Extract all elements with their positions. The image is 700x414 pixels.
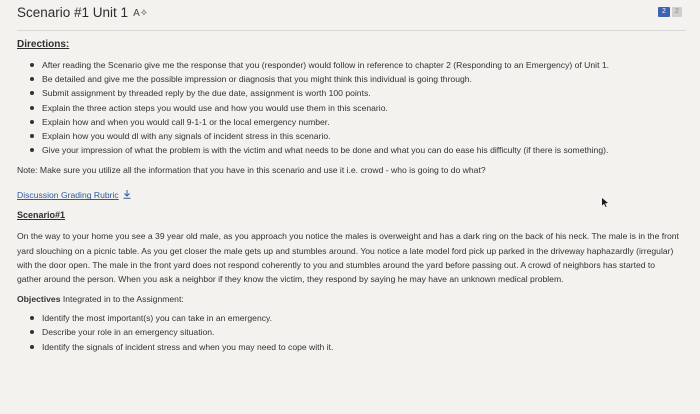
directions-heading: Directions:: [17, 39, 70, 50]
objectives-label-bold: Objectives: [17, 294, 61, 305]
mouse-cursor-icon: [601, 198, 609, 207]
corner-badges: [658, 7, 682, 17]
title-divider: [17, 30, 686, 31]
list-item: Describe your role in an emergency situation.: [30, 325, 686, 339]
list-item: Identify the most important(s) you can take in an emergency.: [30, 311, 686, 325]
list-item: Explain how and when you would call 9-1-1 or the local emergency number.: [30, 115, 686, 129]
list-item: Identify the signals of incident stress and when you may need to cope with it.: [30, 340, 686, 354]
objectives-label-rest: Integrated in to the Assignment:: [60, 294, 184, 305]
page-title-text: Scenario #1 Unit 1: [17, 5, 129, 20]
scenario-title: Scenario#1: [17, 210, 66, 221]
list-item: Explain how you would dl with any signals of incident stress in this scenario.: [30, 129, 686, 143]
sparkle-icon[interactable]: A✧: [133, 8, 149, 19]
list-item: Explain the three action steps you would use and how you would use them in this scenario.: [30, 101, 686, 115]
rubric-link-label: Discussion Grading Rubric: [17, 190, 119, 201]
list-item: After reading the Scenario give me the response that you (responder) would follow in reference to chapter 2 (Responding to an Emergency) of Unit 1.: [30, 58, 686, 72]
list-item: Submit assignment by threaded reply by the due date, assignment is worth 100 points.: [30, 86, 686, 100]
secondary-badge[interactable]: 2: [672, 7, 682, 17]
page-title: [17, 5, 148, 20]
objectives-list: [17, 311, 686, 354]
directions-list: [17, 58, 686, 157]
directions-note: Note: Make sure you utilize all the information that you have in this scenario and use it i.e. crowd - who is going to do what?: [17, 165, 486, 176]
list-item: Be detailed and give me the possible impression or diagnosis that you might think this individual is going through.: [30, 72, 686, 86]
download-icon[interactable]: [123, 190, 131, 199]
page-count-badge[interactable]: 2: [658, 7, 670, 17]
objectives-label: [17, 294, 686, 304]
title-bar: [17, 0, 686, 34]
list-item: Give your impression of what the problem is with the victim and what needs to be done and what you can do ease his difficulty (if there is something).: [30, 143, 686, 157]
rubric-link[interactable]: [17, 190, 131, 200]
scenario-text: On the way to your home you see a 39 year old male, as you approach you notice the males is overweight and has a dark ring on the back of his neck. The male is in the front yard slouching on a picnic table. As you get closer the male gets up and stumbles around. You notice a late model ford pick up parked in the driveway haphazardly (irregular) with the door open. The male in the front yard does not respond coherently to you and stumbles around the yard before passing out. A crowd of neighbors has started to gather around the person. When you ask a neighbor if they know the victim, they respond by saying he may have an unknown medical problem.: [17, 231, 679, 285]
